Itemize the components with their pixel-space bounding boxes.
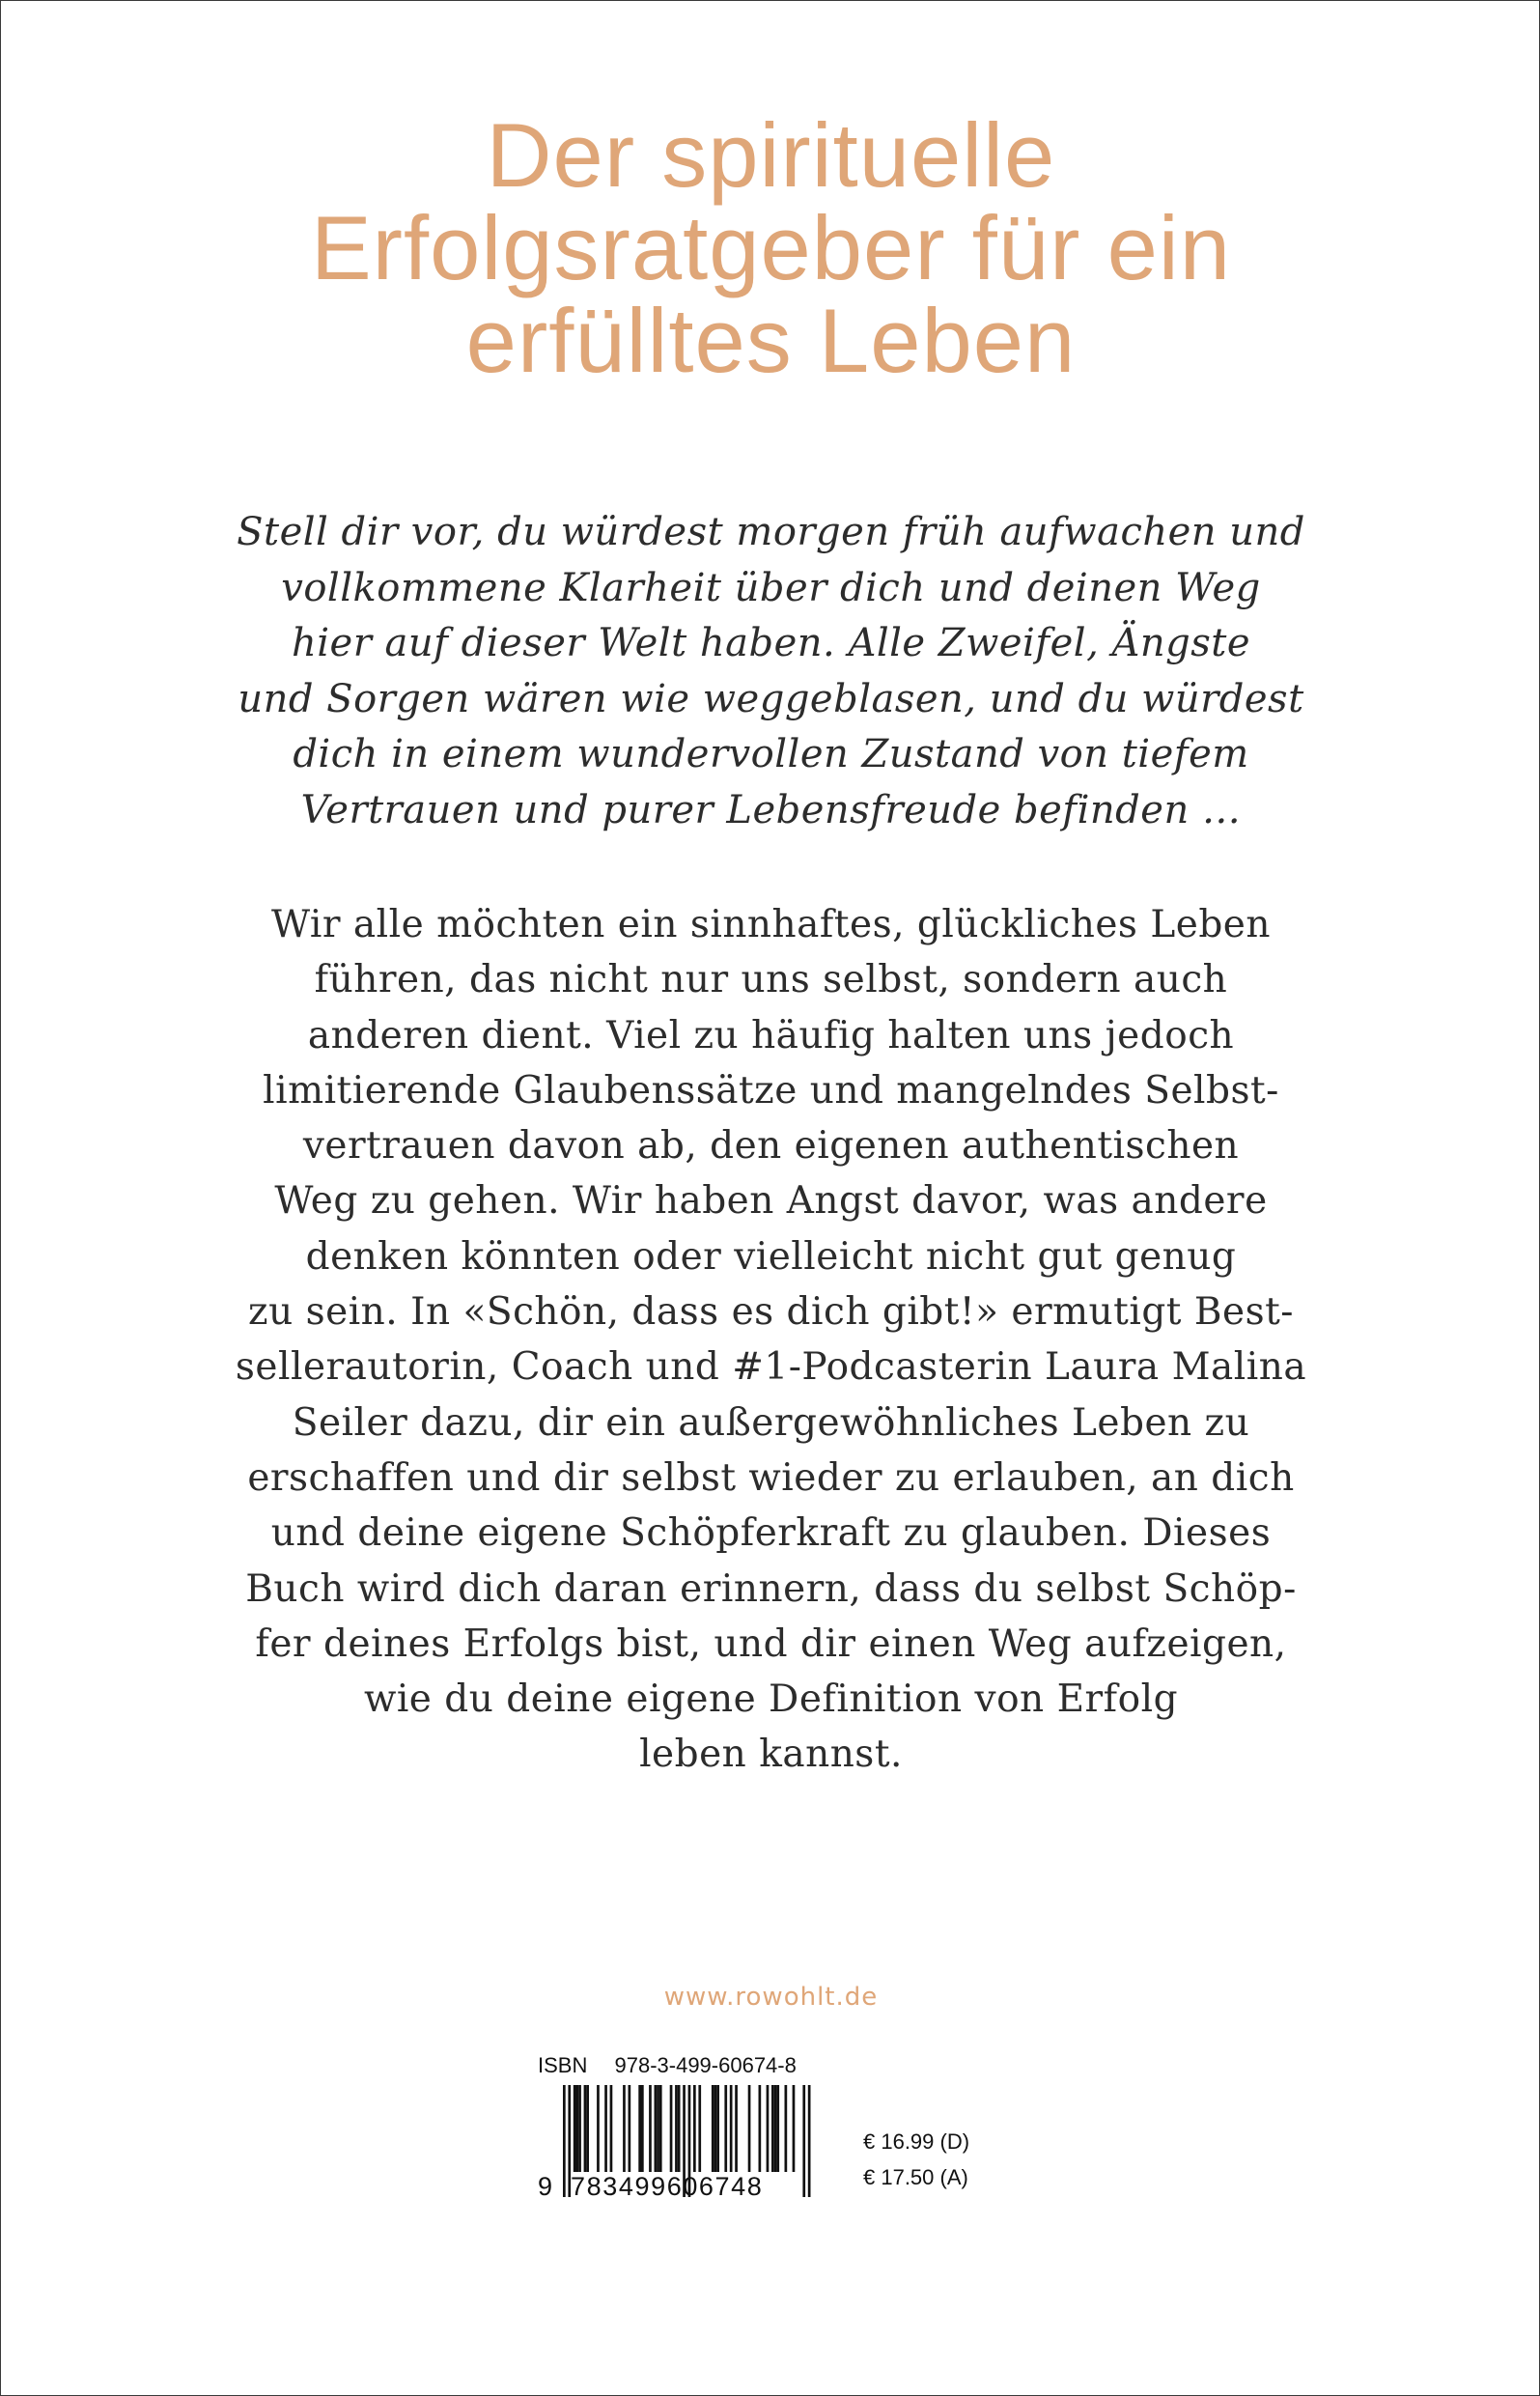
barcode-bar [610,2085,613,2172]
intro-paragraph [1,505,1540,839]
price-germany: € 16.99 (D) [863,2129,970,2154]
barcode-bar [659,2085,662,2172]
intro-line: dich in einem wundervollen Zustand von tiefem [293,732,1249,777]
headline [1,104,1540,391]
intro-line: Stell dir vor, du würdest morgen früh aufwachen und [237,510,1305,554]
barcode-bar [730,2085,733,2172]
isbn-label: ISBN [538,2053,588,2077]
headline-line: Erfolgsratgeber für ein [310,197,1232,298]
description-line: leben kannst. [639,1733,903,1777]
barcode-lead-digit: 9 [538,2172,554,2201]
description-paragraph [1,897,1540,1783]
description-line: denken könnten oder vielleicht nicht gut genug [305,1234,1237,1279]
isbn-number: 978-3-499-60674-8 [614,2053,797,2077]
description-line: limitierende Glaubenssätze und mangelndes Selbst- [263,1068,1279,1113]
publisher-website: www.rowohlt.de [663,1983,879,2012]
barcode-bar [724,2085,727,2172]
description-line: erschaffen und dir selbst wieder zu erlauben, an dich [247,1455,1295,1500]
barcode-bar [623,2085,626,2172]
headline-line: Der spirituelle [486,104,1056,206]
description-line: sellerautorin, Coach und #1-Podcasterin Laura Malina [235,1345,1307,1390]
description-line: führen, das nicht nur uns selbst, sondern auch [314,958,1228,1002]
barcode-bar [649,2085,652,2172]
barcode-bar [670,2085,673,2172]
barcode-bar [574,2085,576,2172]
barcode-bar [604,2085,607,2172]
barcode-bar [698,2085,701,2172]
description-line: Weg zu gehen. Wir haben Angst davor, was andere [274,1179,1268,1224]
barcode-bar [597,2085,600,2172]
barcode-bar [774,2085,777,2172]
barcode-bar [712,2085,714,2172]
barcode-bar [584,2085,587,2172]
intro-line: vollkommene Klarheit über dich und deinen Weg [281,565,1261,610]
description-line: vertrauen davon ab, den eigenen authentischen [302,1124,1240,1169]
description-line: Wir alle möchten ein sinnhaftes, glückliches Leben [270,903,1271,946]
description-line: Seiler dazu, dir ein außergewöhnliches Leben zu [292,1400,1250,1445]
barcode-bar [748,2085,751,2172]
barcode-bar [802,2085,805,2197]
price-austria: € 17.50 (A) [863,2165,968,2189]
barcode-bar [655,2085,658,2172]
barcode-bar [767,2085,770,2172]
barcode-bar [578,2085,581,2172]
description-line: fer deines Erfolgs bist, und dir einen Weg aufzeigen, [255,1621,1287,1666]
barcode-bar [693,2085,696,2172]
barcode-number: 783499606748 [571,2172,764,2201]
barcode-bar [563,2085,566,2197]
barcode-bar [771,2085,774,2172]
barcode-bar [716,2085,719,2172]
isbn-line [538,2053,797,2078]
barcode-bar [638,2085,641,2172]
barcode-bar [576,2085,579,2172]
barcode-bar [675,2085,678,2172]
barcode-bar [759,2085,762,2172]
barcode-bar [793,2085,796,2172]
barcode [538,2085,839,2203]
intro-line: und Sorgen wären wie weggeblasen, und du würdest [238,676,1304,721]
description-line: und deine eigene Schöpferkraft zu glauben. Dieses [270,1511,1272,1556]
barcode-bar [586,2085,589,2172]
barcode-bar [641,2085,644,2172]
barcode-bar [629,2085,631,2172]
barcode-bar [678,2085,681,2172]
barcode-bar [735,2085,738,2172]
description-line: Buch wird dich daran erinnern, dass du selbst Schöp- [245,1566,1297,1611]
barcode-bar [785,2085,788,2172]
intro-line: hier auf dieser Welt haben. Alle Zweifel, Ängste [291,621,1251,666]
barcode-bar [657,2085,659,2172]
prices [863,2124,969,2195]
description-line: wie du deine eigene Definition von Erfolg [363,1677,1179,1722]
description-line: anderen dient. Viel zu häufig halten uns jedoch [307,1013,1235,1057]
barcode-bar [714,2085,717,2172]
headline-line: erfülltes Leben [465,290,1077,391]
description-line: zu sein. In «Schön, dass es dich gibt!» ermutigt Best- [248,1290,1294,1335]
intro-line: Vertrauen und purer Lebensfreude befinden … [300,787,1242,832]
barcode-bar [776,2085,779,2172]
barcode-bar [808,2085,811,2197]
